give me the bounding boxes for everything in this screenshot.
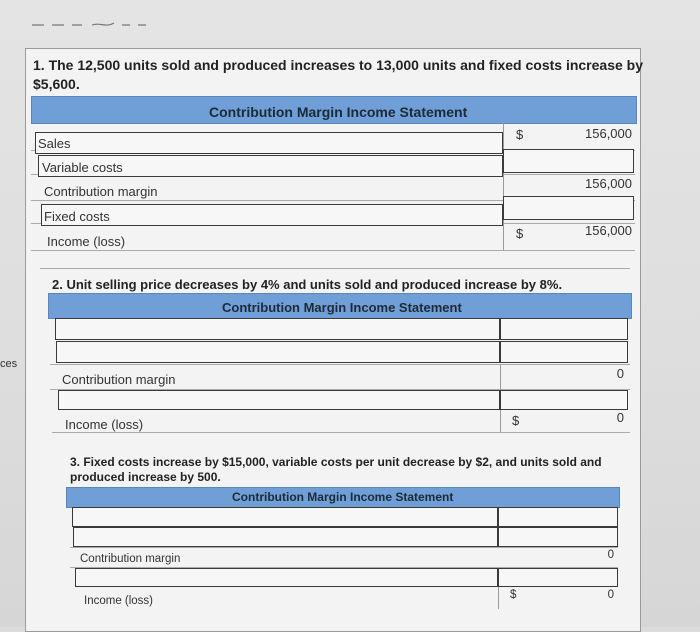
gridline bbox=[70, 547, 618, 548]
fixed-costs-label-field[interactable] bbox=[41, 204, 503, 226]
section-2-row2-label-field[interactable] bbox=[56, 341, 500, 363]
section-1-table-title: Contribution Margin Income Statement bbox=[209, 104, 468, 120]
sales-label-field[interactable] bbox=[35, 132, 503, 154]
section-1-heading-line2: $5,600. bbox=[33, 76, 80, 92]
income-dollar-sign: $ bbox=[516, 226, 524, 241]
s3-income-dollar-sign: $ bbox=[510, 589, 517, 601]
section-2-row4-label-field[interactable] bbox=[58, 390, 500, 410]
section-3-heading-line1: 3. Fixed costs increase by $15,000, variable costs per unit decrease by $2, and units sold and bbox=[70, 455, 602, 469]
contribution-margin-value: 156,000 bbox=[585, 176, 632, 191]
fixed-costs-label: Fixed costs bbox=[44, 209, 110, 224]
variable-costs-value-field[interactable] bbox=[503, 149, 634, 173]
section-2-row1-label-field[interactable] bbox=[55, 318, 500, 340]
s3-contribution-margin-label: Contribution margin bbox=[80, 553, 181, 565]
section-3-row4-value-field[interactable] bbox=[498, 568, 618, 587]
section-2-row2-value-field[interactable] bbox=[500, 341, 628, 363]
section-3-heading-line2: produced increase by 500. bbox=[70, 470, 221, 484]
scribble-mark bbox=[30, 18, 160, 32]
section-3-row4-label-field[interactable] bbox=[75, 568, 498, 587]
variable-costs-label: Variable costs bbox=[42, 160, 123, 175]
section-3-table-title: Contribution Margin Income Statement bbox=[232, 490, 454, 504]
section-2-heading: 2. Unit selling price decreases by 4% and units sold and produced increase by 8%. bbox=[52, 277, 563, 292]
section-3-row1-value-field[interactable] bbox=[498, 507, 618, 527]
gridline bbox=[52, 432, 630, 433]
gridline bbox=[31, 250, 635, 251]
side-fragment-text: ces bbox=[0, 358, 18, 370]
s2-income-loss-value: 0 bbox=[616, 410, 624, 425]
income-loss-label: Income (loss) bbox=[47, 234, 126, 249]
fixed-costs-value-field[interactable] bbox=[503, 196, 634, 220]
sales-label: Sales bbox=[38, 136, 71, 151]
section-1-heading-line1: 1. The 12,500 units sold and produced increases to 13,000 units and fixed costs increase by bbox=[33, 57, 643, 73]
s2-income-dollar-sign: $ bbox=[512, 413, 520, 428]
section-3-row1-label-field[interactable] bbox=[72, 507, 498, 527]
section-2-table-title: Contribution Margin Income Statement bbox=[222, 300, 462, 315]
s3-income-loss-label: Income (loss) bbox=[84, 595, 154, 607]
s3-contribution-margin-value: 0 bbox=[607, 549, 614, 561]
section-3-row2-label-field[interactable] bbox=[73, 527, 498, 547]
gridline bbox=[40, 268, 630, 269]
contribution-margin-label: Contribution margin bbox=[44, 184, 158, 199]
s2-income-loss-label: Income (loss) bbox=[65, 417, 144, 432]
income-loss-value: 156,000 bbox=[585, 223, 632, 238]
section-2-row1-value-field[interactable] bbox=[500, 318, 628, 340]
sales-dollar-sign: $ bbox=[516, 127, 524, 142]
section-3-row2-value-field[interactable] bbox=[498, 527, 618, 547]
s2-contribution-margin-label: Contribution margin bbox=[62, 372, 176, 387]
section-2-row4-value-field[interactable] bbox=[500, 390, 628, 410]
sales-value: 156,000 bbox=[585, 126, 632, 141]
s2-contribution-margin-value: 0 bbox=[616, 366, 624, 381]
s3-income-loss-value: 0 bbox=[607, 589, 614, 601]
